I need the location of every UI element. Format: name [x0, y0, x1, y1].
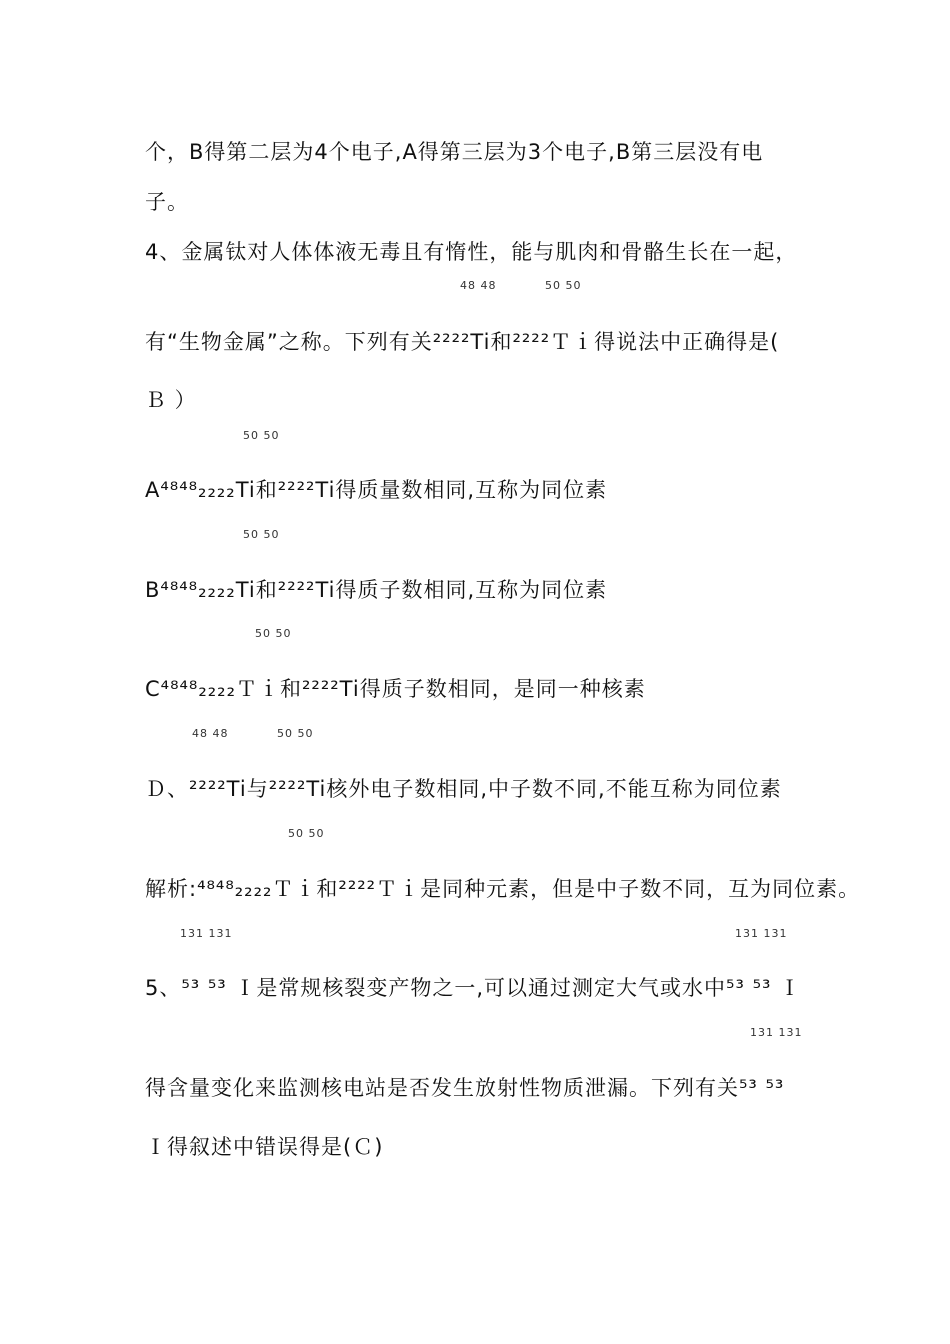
- explanation-line: 解析:⁴⁸⁴⁸₂₂₂₂Ｔｉ和²²²²Ｔｉ是同种元素，但是中子数不同，互为同位素。: [145, 877, 861, 901]
- mass-number-label: 131 131: [735, 927, 788, 940]
- text-line: 子。: [145, 190, 189, 214]
- mass-number-label: 48 48: [192, 727, 229, 740]
- option-c: C⁴⁸⁴⁸₂₂₂₂Ｔｉ和²²²²Ti得质子数相同，是同一种核素: [145, 677, 646, 701]
- question-5-line: 得含量变化来监测核电站是否发生放射性物质泄漏。下列有关⁵³ ⁵³: [145, 1076, 785, 1100]
- mass-number-label: 131 131: [180, 927, 233, 940]
- mass-number-label: 50 50: [243, 429, 280, 442]
- mass-number-label: 50 50: [545, 279, 582, 292]
- mass-number-label: 48 48: [460, 279, 497, 292]
- option-d: Ｄ、²²²²Ti与²²²²Ti核外电子数相同,中子数不同,不能互称为同位素: [145, 777, 782, 801]
- mass-number-label: 131 131: [750, 1026, 803, 1039]
- mass-number-label: 50 50: [288, 827, 325, 840]
- mass-number-label: 50 50: [243, 528, 280, 541]
- question-5-line: 5、⁵³ ⁵³ Ｉ是常规核裂变产物之一,可以通过测定大气或水中⁵³ ⁵³ Ｉ: [145, 976, 802, 1000]
- question-4-line: 4、金属钛对人体体液无毒且有惰性，能与肌肉和骨骼生长在一起，: [145, 240, 798, 264]
- answer-label: Ｂ ）: [145, 388, 197, 412]
- mass-number-label: 50 50: [277, 727, 314, 740]
- question-4-line: 有“生物金属”之称。下列有关²²²²Ti和²²²²Ｔｉ得说法中正确得是(: [145, 330, 780, 354]
- option-a: A⁴⁸⁴⁸₂₂₂₂Ti和²²²²Ti得质量数相同,互称为同位素: [145, 478, 608, 502]
- text-line: 个，B得第二层为4个电子,A得第三层为3个电子,B第三层没有电: [145, 140, 764, 164]
- mass-number-label: 50 50: [255, 627, 292, 640]
- option-b: B⁴⁸⁴⁸₂₂₂₂Ti和²²²²Ti得质子数相同,互称为同位素: [145, 578, 608, 602]
- question-5-line: Ｉ得叙述中错误得是(Ｃ): [145, 1135, 384, 1159]
